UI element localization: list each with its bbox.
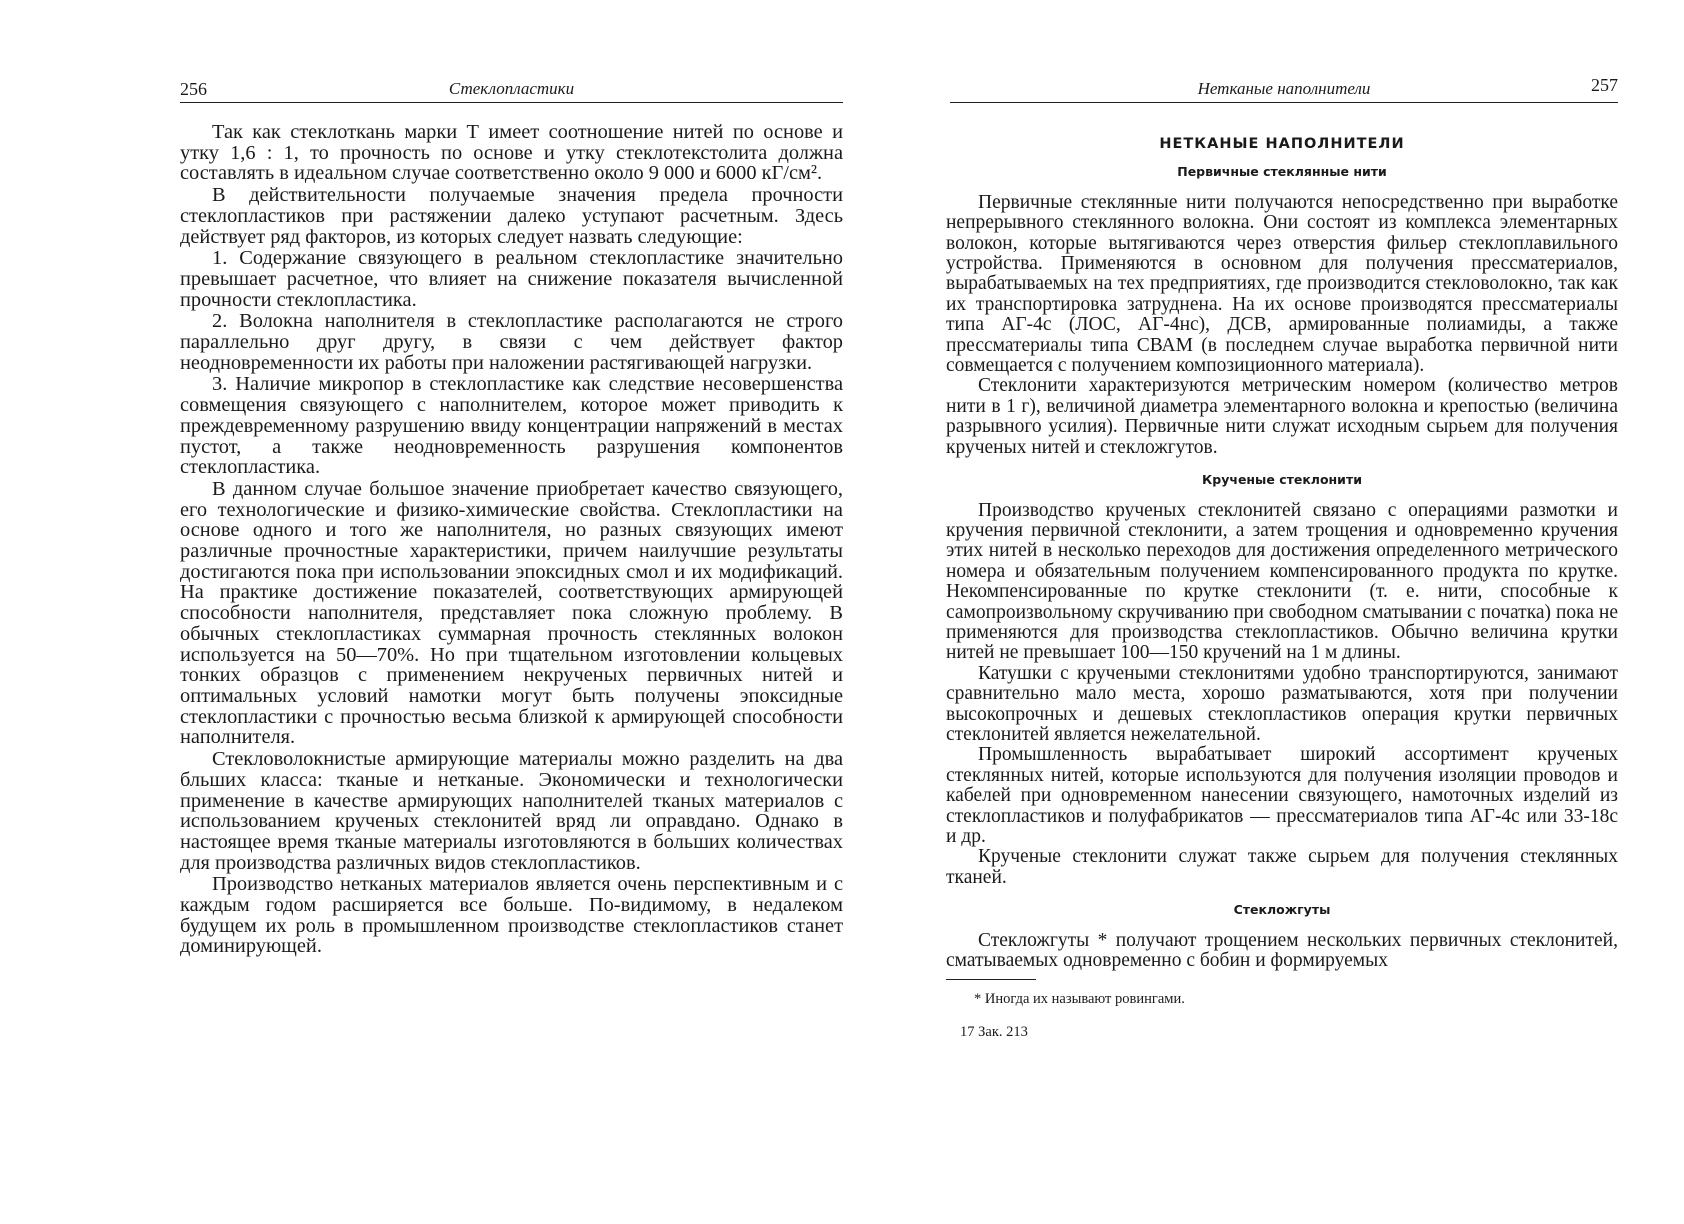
- section-spacer: [946, 458, 1618, 470]
- paragraph: 1. Содержание связующего в реальном стеклопластике значительно превышает расчетное, что влияет на снижение показателя вычисленной прочности стеклопластика.: [180, 247, 843, 311]
- left-text-column: [180, 122, 843, 958]
- right-running-head: [950, 75, 1618, 103]
- paragraph: 3. Наличие микропор в стеклопластике как следствие несовершенства совмещения связующего с наполнителем, которое может приводить к преждевременному разрушению ввиду концентрации напряжений в местах пустот, а также неодновременность разрушения компонентов стеклопластика.: [180, 373, 843, 479]
- left-running-title: Стеклопластики: [448, 79, 575, 98]
- paragraph: Промышленность вырабатывает широкий ассортимент крученых стеклянных нитей, которые используются для получения изоляции проводов и кабелей при одновременном нанесении связующего, намоточных изделий из стеклопластиков и полуфабрикатов — прессматериалов типа АГ-4с или 33-18с и др.: [946, 744, 1618, 847]
- paragraph: Стеклонити характеризуются метрическим номером (количество метров нити в 1 г), величиной диаметра элементарного волокна и крепостью (величина разрывного усилия). Первичные нити служат исходным сырьем для получения крученых нитей и стекложгутов.: [946, 375, 1618, 458]
- paragraph: Стекловолокнистые армирующие материалы можно разделить на два бльших класса: тканые и нетканые. Экономически и технологически применение в качестве армирующих наполнителей тканых материалов с использованием крученых стеклонитей вряд ли оправдано. Однако в настоящее время тканые материалы изготовляются в больших количествах для производства различных видов стеклопластиков.: [180, 748, 843, 874]
- subsection-title: Стекложгуты: [1233, 902, 1331, 918]
- footnote-rule: [946, 979, 1036, 980]
- paragraph: Стекложгуты * получают трощением нескольких первичных стеклонитей, сматываемых одновременно с бобин и формируемых: [946, 929, 1618, 972]
- paragraph: Производство нетканых материалов является очень перспективным и с каждым годом расширяется все больше. По-видимому, в недалеком будущем их роль в промышленном производстве стеклопластиков станет доминирующей.: [180, 873, 843, 958]
- paragraph: Катушки с кручеными стеклонитями удобно транспортируются, занимают сравнительно мало места, хорошо разматываются, хотя при получении высокопрочных и дешевых стеклопластиков операция крутки первичных стеклонитей является нежелательной.: [946, 662, 1618, 745]
- paragraph: Так как стеклоткань марки Т имеет соотношение нитей по основе и утку 1,6 : 1, то прочность по основе и утку стеклотекстолита должна составлять в идеальном случае соответственно около 9 000 и 6000 кГ/см².: [180, 121, 843, 185]
- paragraph: 2. Волокна наполнителя в стеклопластике располагаются не строго параллельно друг другу, в связи с чем действует фактор неодновременности их работы при наложении растягивающей нагрузки.: [180, 310, 843, 374]
- right-running-title: Нетканые наполнители: [1197, 79, 1371, 98]
- left-running-head: [180, 80, 843, 103]
- right-page-number: 257: [1591, 75, 1618, 95]
- right-page: [842, 0, 1684, 1224]
- footnote: * Иногда их называют ровингами.: [974, 991, 1185, 1008]
- section-title: НЕТКАНЫЕ НАПОЛНИТЕЛИ: [1159, 136, 1405, 152]
- section-spacer: [946, 888, 1618, 900]
- printer-signature: 17 Зак. 213: [960, 1024, 1028, 1041]
- subsection-title: Крученые стеклонити: [1202, 472, 1362, 488]
- paragraph: Производство крученых стеклонитей связано с операциями размотки и кручения первичной стеклонити, а затем трощения и одновременно кручения этих нитей в несколько переходов для достижения определенного метрического номера и обязательным получением компенсированного продукта по крутке. Некомпенсированные по крутке стеклонити (т. е. нити, способные к самопроизвольному скручиванию при свободном сматывании с початка) пока не применяются для производства стеклопластиков. Обычно величина крутки нитей не превышает 100—150 кручений на 1 м длины.: [946, 499, 1618, 664]
- paragraph: В данном случае большое значение приобретает качество связующего, его технологические и физико-химические свойства. Стеклопластики на основе одного и того же наполнителя, но разных связующих имеют различные прочностные характеристики, причем наилучшие результаты достигаются пока при использовании эпоксидных смол и их модификаций. На практике достижение показателей, соответствующих армирующей способности наполнителя, представляет пока сложную проблему. В обычных стеклопластиках суммарная прочность стеклянных волокон используется на 50—70%. Но при тщательном изготовлении кольцевых тонких образцов с применением некрученых первичных нитей и оптимальных условий намотки могут быть получены эпоксидные стеклопластики с прочностью весьма близкой к армирующей способности наполнителя.: [180, 477, 843, 749]
- paragraph: Крученые стеклонити служат также сырьем для получения стеклянных тканей.: [946, 846, 1618, 888]
- left-page-number: 256: [180, 79, 207, 99]
- subsection-title: Первичные стеклянные нити: [1177, 164, 1387, 180]
- paragraph: В действительности получаемые значения предела прочности стеклопластиков при растяжении далеко уступают расчетным. Здесь действует ряд факторов, из которых следует назвать следующие:: [180, 184, 843, 248]
- right-text-column: [946, 134, 1618, 1043]
- paragraph: Первичные стеклянные нити получаются непосредственно при выработке непрерывного стеклянного волокна. Они состоят из комплекса элементарных волокон, которые вытягиваются через отверстия фильер стеклоплавильного устройства. Применяются в основном для получения прессматериалов, вырабатываемых на тех предприятиях, где производится стекловолокно, так как их транспортировка затруднена. На их основе производятся прессматериалы типа АГ-4с (ЛОС, АГ-4нс), ДСВ, армированные полиамиды, а также прессматериалы типа СВАМ (в последнем случае выработка первичной нити совмещается с получением композиционного материала).: [946, 191, 1618, 377]
